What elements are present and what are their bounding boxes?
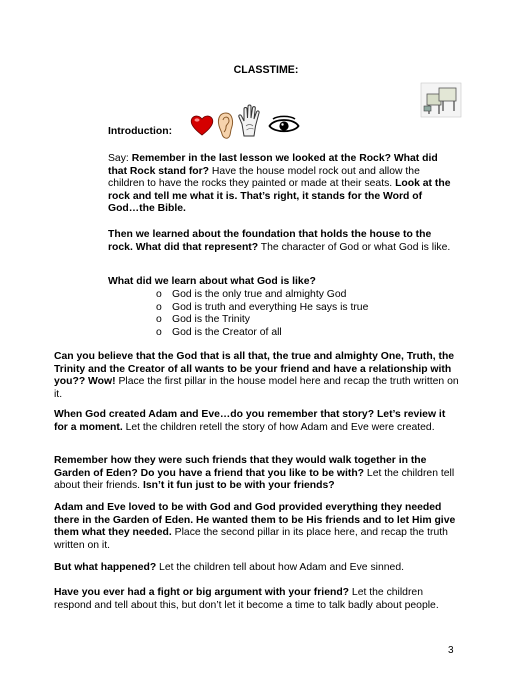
- bullet-marker: o: [156, 314, 162, 326]
- page-number: 3: [448, 645, 454, 656]
- text-rock-instruction: Have the house model rock out and allow the children to have the rocks they painted or made at their seats.: [108, 165, 420, 190]
- list-item: o God is the Trinity: [156, 314, 250, 326]
- text-what-god-is-like-heading: What did we learn about what God is like?: [108, 276, 316, 287]
- heart-icon: [190, 114, 214, 136]
- paragraph-garden-friends: [54, 455, 459, 493]
- list-item: o God is the Creator of all: [156, 326, 282, 338]
- text-word-of-god: Look at the rock and tell me what it is. That’s right, it stands for the Word of God…the Bible.: [108, 178, 451, 215]
- introduction-row: [108, 104, 328, 144]
- bullet-marker: o: [156, 289, 162, 300]
- text-first-pillar-instruction: Place the first pillar in the house model here and recap the truth written on it.: [54, 376, 459, 400]
- text-respond-instruction: Let the children respond and tell about this, but don’t let it become a time to talk badly about people.: [54, 587, 439, 611]
- hand-icon: [237, 104, 263, 137]
- text-second-pillar-instruction: Place the second pillar in its place here, and recap the truth written on it.: [54, 527, 448, 551]
- paragraph-what-god-is-like: [108, 276, 453, 289]
- page-title: CLASSTIME:: [233, 64, 299, 76]
- eye-icon: [268, 115, 300, 135]
- text-retell-instruction: Let the children retell the story of how Adam and Eve were created.: [122, 421, 435, 433]
- text-adam-eve-question: When God created Adam and Eve…do you remember that story? Let’s review it for a moment.: [54, 409, 446, 433]
- paragraph-adam-and-eve: [54, 409, 459, 434]
- attributes-list: [156, 289, 456, 339]
- text-foundation-answer: The character of God or what God is like.: [258, 241, 451, 253]
- list-item: o God is truth and everything He says is true: [156, 301, 369, 313]
- senses-icon-group: [190, 104, 306, 142]
- classroom-icon: [420, 82, 462, 118]
- text-say: Say:: [108, 153, 132, 164]
- ear-icon: [217, 112, 234, 140]
- text-god-wants-friendship: Can you believe that the God that is all that, the true and almighty One, Truth, the Trinity and the Creator of all wants to be your friend and have a relationship with you?? Wow!: [54, 351, 455, 388]
- paragraph-god-provided: [54, 502, 459, 552]
- list-item: o God is the only true and almighty God: [156, 289, 347, 300]
- text-god-provided: Adam and Eve loved to be with God and God provided everything they needed there in the Garden of Eden. He wanted them to be His friends and to let Him give them what they needed.: [54, 502, 456, 539]
- text-friends-instruction: Let the children tell about their friends.: [54, 467, 455, 492]
- paragraph-friendship-with-god: [54, 351, 459, 401]
- paragraph-foundation: [108, 229, 453, 254]
- paragraph-what-happened: [54, 562, 459, 575]
- paragraph-recall-rock: [108, 153, 453, 216]
- text-argument-question: Have you ever had a fight or big argument with your friend?: [54, 587, 350, 598]
- text-garden-question: Remember how they were such friends that they would walk together in the Garden of Eden? Do you have a friend that you like to be with?: [54, 455, 427, 479]
- text-foundation-question: Then we learned about the foundation that holds the house to the rock. What did that represent?: [108, 229, 432, 253]
- text-rock-question: Remember in the last lesson we looked at the Rock? What did that Rock stand for?: [108, 153, 438, 177]
- introduction-label: Introduction:: [108, 126, 173, 137]
- text-sin-instruction: Let the children tell about how Adam and Eve sinned.: [156, 562, 404, 573]
- text-fun-with-friends: Isn’t it fun just to be with your friends?: [142, 480, 335, 492]
- bullet-marker: o: [156, 326, 162, 338]
- paragraph-argument: [54, 587, 459, 612]
- bullet-marker: o: [156, 301, 162, 313]
- text-what-happened: But what happened?: [54, 562, 157, 573]
